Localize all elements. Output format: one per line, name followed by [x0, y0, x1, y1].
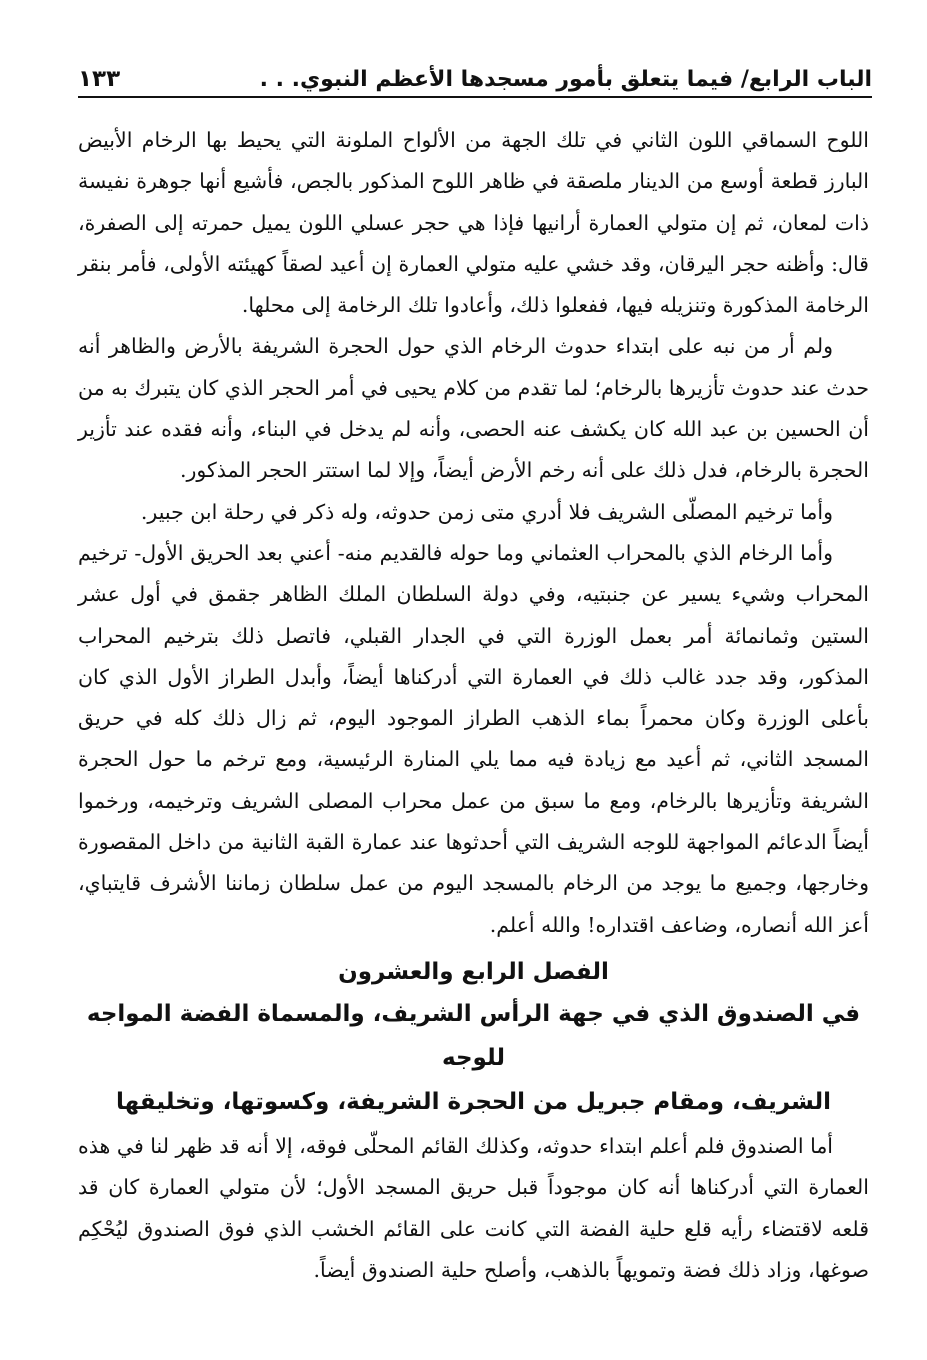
paragraph-3: وأما ترخيم المصلّى الشريف فلا أدري متى زمن حدوثه، وله ذكر في رحلة ابن جبير. [140, 499, 833, 524]
chapter-subtitle-line-2: الشريف، ومقام جبريل من الحجرة الشريفة، وكسوتها، وتخليقها [115, 1088, 832, 1115]
chapter-title: الفصل الرابع والعشرون [338, 958, 609, 985]
running-header [78, 52, 872, 98]
chapter-subtitle-line-1: في الصندوق الذي في جهة الرأس الشريف، والمسماة الفضة المواجه للوجه [86, 1000, 861, 1071]
running-title: الباب الرابع/ فيما يتعلق بأمور مسجدها الأعظم النبوي. . . [259, 67, 872, 92]
paragraph-1: اللوح السماقي اللون الثاني في تلك الجهة من الألواح الملونة التي يحيط بها الرخام الأبيض البارز قطعة أوسع من الدينار ملصقة في ظاهر اللوح المذكور بالجص، فأشيع أنها جوهرة نفيسة ذات لمعان، ثم إن متولي العمارة أرانيها فإذا هي حجر عسلي اللون يميل حمرته إلى الصفرة، قال: وأظنه حجر اليرقان، وقد خشي عليه متولي العمارة إن أعيد لصقاً كهيئته الأولى، فأمر بنقر الرخامة المذكورة وتنزيله فيها، ففعلوا ذلك، وأعادوا تلك الرخامة إلى محلها. [78, 128, 869, 318]
body-text [78, 120, 869, 1291]
paragraph-5: أما الصندوق فلم أعلم ابتداء حدوثه، وكذلك القائم المحلّى فوقه، إلا أنه قد ظهر لنا في هذه العمارة التي أدركناها أنه كان موجوداً قبل حريق المسجد الأول؛ لأن متولي العمارة كان قد قلعه لاقتضاء رأيه قلع حلية الفضة التي كانت على القائم الخشب الذي فوق الصندوق ليُحْكِم صوغها، وزاد ذلك فضة وتمويهاً بالذهب، وأصلح حلية الصندوق أيضاً. [78, 1133, 869, 1282]
paragraph-2: ولم أر من نبه على ابتداء حدوث الرخام الذي حول الحجرة الشريفة بالأرض والظاهر أنه حدث عند حدوث تأزيرها بالرخام؛ لما تقدم من كلام يحيى في أمر الحجر الذي كان يتبرك به من أن الحسين بن عبد الله كان يكشف عنه الحصى، وأنه لم يدخل في البناء، وأنه فقده عند تأزير الحجرة بالرخام، فدل ذلك على أنه رخم الأرض أيضاً، وإلا لما استتر الحجر المذكور. [78, 334, 869, 483]
page-number: ١٣٣ [78, 66, 121, 92]
paragraph-4: وأما الرخام الذي بالمحراب العثماني وما حوله فالقديم منه- أعني بعد الحريق الأول- ترخيم المحراب وشيء يسير عن جنبتيه، وفي دولة السلطان الملك الظاهر جقمق في أول عشر الستين وثمانمائة أمر بعمل الوزرة التي في الجدار القبلي، فاتصل ذلك بترخيم المحراب المذكور، وقد جدد غالب ذلك في العمارة التي أدركناها أيضاً، وأبدل الطراز الأول الذي كان بأعلى الوزرة وكان محمراً بماء الذهب الطراز الموجود اليوم، ثم زال ذلك كله في حريق المسجد الثاني، ثم أعيد مع زيادة فيه مما يلي المنارة الرئيسية، ومع ترخم ما حول الحجرة الشريفة وتأزيرها بالرخام، ومع ما سبق من عمل محراب المصلى الشريف وترخيمه، ورخموا أيضاً الدعائم المواجهة للوجه الشريف التي أحدثوها عند عمارة القبة الثانية من داخل المقصورة وخارجها، وجميع ما يوجد من الرخام بالمسجد اليوم من عمل سلطان زماننا الأشرف قايتباي، أعز الله أنصاره، وضاعف اقتداره! والله أعلم. [78, 540, 870, 937]
